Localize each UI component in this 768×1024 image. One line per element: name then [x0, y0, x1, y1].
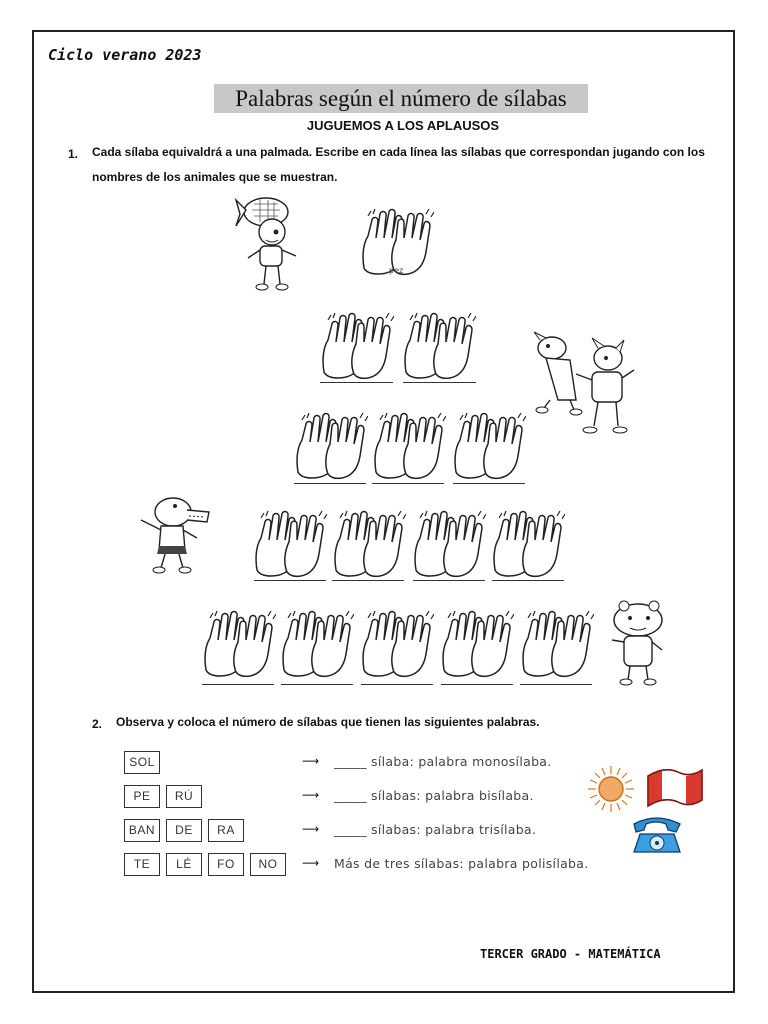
- sun-icon: [586, 764, 636, 814]
- syllable-box: LÉ: [166, 853, 202, 876]
- syllable-box: PE: [124, 785, 160, 808]
- syllable-blank-line[interactable]: [492, 580, 564, 581]
- syllable-blank-line[interactable]: [403, 382, 476, 383]
- header-label: Ciclo verano 2023: [48, 46, 202, 64]
- question-2-number: 2.: [92, 717, 103, 731]
- syllable-blank-line[interactable]: [202, 684, 274, 685]
- syllable-count-text: Más de tres sílabas: palabra polisílaba.: [334, 856, 589, 871]
- syllable-box: SOL: [124, 751, 160, 774]
- arrow-icon: ⟶: [302, 856, 320, 870]
- syllable-blank-line[interactable]: [294, 483, 366, 484]
- page-title: Palabras según el número de sílabas: [214, 84, 588, 113]
- syllable-box: DE: [166, 819, 202, 842]
- syllable-count-text[interactable]: _____ sílabas: palabra trisílaba.: [334, 822, 537, 837]
- syllable-blank-line[interactable]: [441, 684, 513, 685]
- syllable-box: RA: [208, 819, 244, 842]
- footer-label: TERCER GRADO - MATEMÁTICA: [480, 947, 661, 961]
- clapping-hands-icon: [280, 610, 354, 678]
- clapping-hands-icon: [402, 312, 476, 380]
- syllable-blank-line[interactable]: [320, 382, 393, 383]
- clapping-hands-icon: [491, 510, 565, 578]
- syllable-box: TE: [124, 853, 160, 876]
- syllable-blank-line[interactable]: [281, 684, 353, 685]
- clapping-hands-icon: [294, 412, 368, 480]
- arrow-icon: ⟶: [302, 822, 320, 836]
- clapping-hands-icon: [202, 610, 276, 678]
- clapping-hands-icon: [452, 412, 526, 480]
- syllable-count-text[interactable]: _____ sílabas: palabra bisílaba.: [334, 788, 534, 803]
- clapping-hands-icon: [372, 412, 446, 480]
- syllable-box: NO: [250, 853, 286, 876]
- arrow-icon: ⟶: [302, 788, 320, 802]
- clapping-hands-icon: [412, 510, 486, 578]
- syllable-count-text[interactable]: _____ sílaba: palabra monosílaba.: [334, 754, 552, 769]
- syllable-blank-line[interactable]: [372, 483, 444, 484]
- clapping-hands-icon: [360, 610, 434, 678]
- clapping-hands-icon: [332, 510, 406, 578]
- syllable-blank-line[interactable]: [254, 580, 326, 581]
- syllable-box: RÚ: [166, 785, 202, 808]
- syllable-blank-line[interactable]: [361, 684, 433, 685]
- example-word-label: pez: [389, 266, 404, 275]
- syllable-blank-line[interactable]: [520, 684, 592, 685]
- hippo-character-icon: [604, 598, 670, 688]
- telephone-icon: [628, 812, 686, 858]
- clapping-hands-icon: [253, 510, 327, 578]
- syllable-box: FO: [208, 853, 244, 876]
- syllable-blank-line[interactable]: [413, 580, 485, 581]
- syllable-box: BAN: [124, 819, 160, 842]
- page-subtitle: JUGUEMOS A LOS APLAUSOS: [306, 118, 500, 133]
- clapping-hands-icon: [520, 610, 594, 678]
- question-2-text: Observa y coloca el número de sílabas que tienen las siguientes palabras.: [116, 715, 540, 729]
- dog-characters-icon: [530, 330, 638, 440]
- crocodile-character-icon: [133, 490, 213, 576]
- fish-character-icon: [234, 192, 302, 294]
- question-1-text: Cada sílaba equivaldrá a una palmada. Escribe en cada línea las sílabas que correspondan jugando con los nombres de los animales que se muestran.: [92, 145, 705, 184]
- arrow-icon: ⟶: [302, 754, 320, 768]
- syllable-blank-line[interactable]: [453, 483, 525, 484]
- syllable-blank-line[interactable]: [332, 580, 404, 581]
- question-1-number: 1.: [68, 147, 79, 161]
- clapping-hands-icon: [440, 610, 514, 678]
- clapping-hands-icon: [320, 312, 394, 380]
- peru-flag-icon: [644, 762, 706, 812]
